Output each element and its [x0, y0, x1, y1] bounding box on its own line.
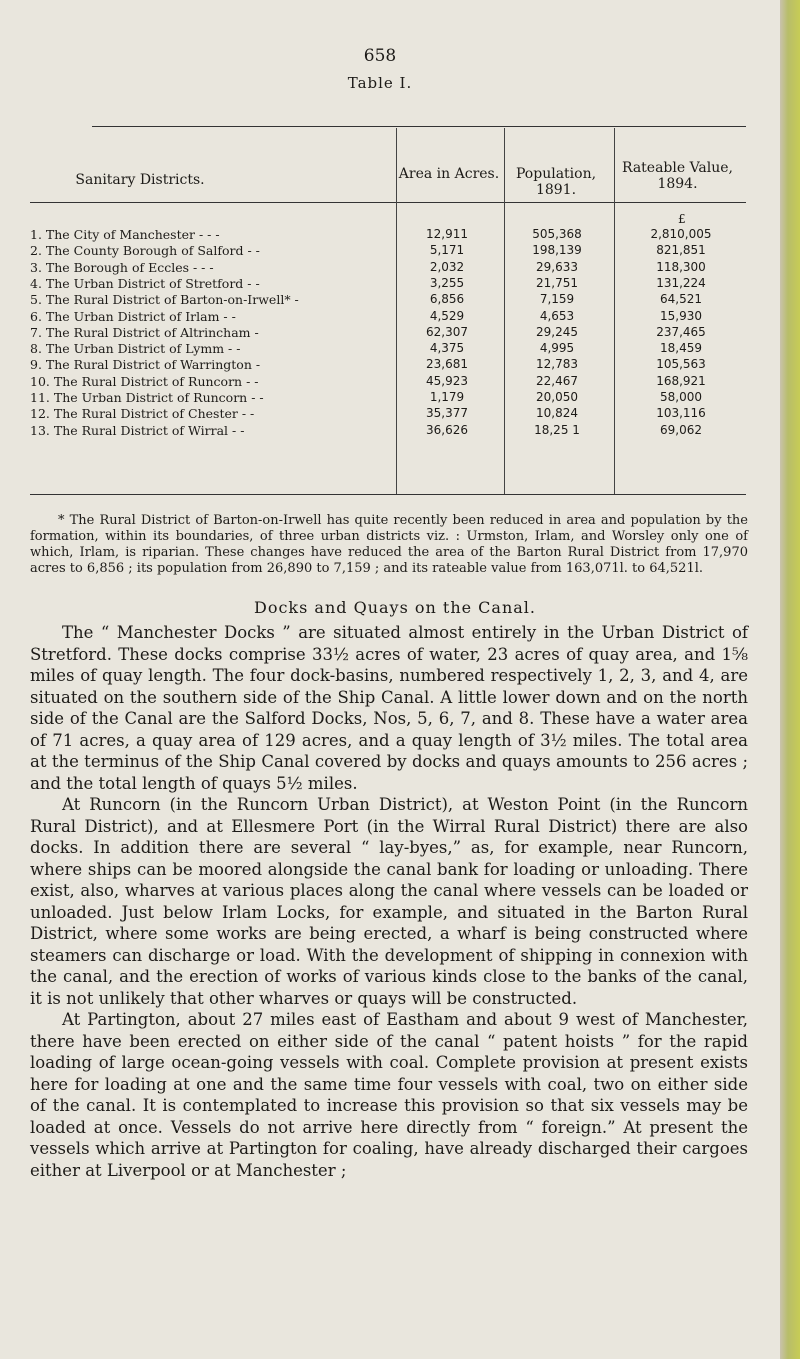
population-value: 12,783 — [536, 357, 578, 372]
district-name: 10. The Rural District of Runcorn - - — [30, 373, 259, 389]
table-row — [30, 292, 746, 307]
district-name: 7. The Rural District of Altrincham - — [30, 324, 259, 340]
rateable-value: 64,521 — [660, 292, 702, 307]
population-value: 20,050 — [536, 390, 578, 404]
table-row — [30, 341, 746, 356]
footnote: * The Rural District of Barton-on-Irwell has quite recently been reduced in area and population by the formation, within its boundaries, of three urban districts viz. : Urmston, Irlam, and Worsley only one of which, Irlam, is riparian. These changes have reduced the area of the Barton Rural District from 17,970 acres to 6,856 ; its population from 26,890 to 7,159 ; and its rateable value from 163,071l. to 64,521l. — [30, 513, 748, 576]
district-name: 6. The Urban District of Irlam - - — [30, 308, 236, 324]
rateable-value: 237,465 — [656, 324, 706, 339]
district-name: 2. The County Borough of Salford - - — [30, 243, 260, 259]
rateable-value: 2,810,005 — [650, 227, 712, 241]
district-name: 4. The Urban District of Stretford - - — [30, 275, 260, 291]
table-header-rule — [30, 202, 746, 203]
population-value: 29,633 — [536, 259, 578, 274]
header-rateable-value: Rateable Value, 1894. — [621, 160, 734, 192]
rateable-value: 58,000 — [660, 390, 702, 404]
header-area: Area in Acres. — [398, 166, 500, 182]
district-name: 13. The Rural District of Wirral - - — [30, 422, 245, 438]
population-value: 18,25 1 — [534, 422, 580, 437]
rateable-value: 168,921 — [656, 373, 706, 388]
district-name: 5. The Rural District of Barton-on-Irwell* - — [30, 292, 299, 308]
paragraph: At Runcorn (in the Runcorn Urban District), at Weston Point (in the Runcorn Rural District), and at Ellesmere Port (in the Wirral Rural District) there are also docks. In addition there are several “ lay-byes,” as, for example, near Runcorn, where ships can be moored alongside the canal bank for loading or unloading. There exist, also, wharves at various places along the canal where vessels can be loaded or unloaded. Just below Irlam Locks, for example, and situated in the Barton Rural District, where some works are being erected, a wharf is being constructed where steamers can discharge or load. With the development of shipping in connexion with the canal, and the erection of works of various kinds close to the banks of the canal, it is not unlikely that other wharves or quays will be constructed. — [30, 795, 748, 1008]
district-name: 3. The Borough of Eccles - - - — [30, 259, 214, 275]
population-value: 21,751 — [536, 275, 578, 290]
table-row — [30, 390, 746, 405]
page-number: 658 — [363, 46, 397, 66]
district-name: 8. The Urban District of Lymm - - — [30, 341, 241, 357]
table-title: Table I. — [347, 74, 413, 92]
header-population: Population, 1891. — [515, 166, 597, 198]
area-value: 1,179 — [429, 390, 465, 404]
population-value: 4,653 — [539, 308, 575, 323]
area-value: 62,307 — [426, 324, 468, 339]
table-row — [30, 309, 746, 324]
paragraph: At Partington, about 27 miles east of Eastham and about 9 west of Manchester, there have been erected on either side of the canal “ patent hoists ” for the rapid loading of large ocean-going vessels with coal. Complete provision at present exists here for loading at one and the same time four vessels with coal, two on either side of the canal. It is contemplated to increase this provision so that six vessels may be loaded at once. Vessels do not arrive here directly from “ foreign.” At present the vessels which arrive at Partington for coaling, have already discharged their cargoes either at Liverpool or at Manchester ; — [30, 1010, 748, 1180]
body-text — [30, 622, 748, 1181]
population-value: 22,467 — [536, 373, 578, 388]
area-value: 45,923 — [426, 373, 468, 388]
sanitary-districts-table — [30, 100, 745, 495]
table-row — [30, 357, 746, 372]
area-value: 3,255 — [429, 275, 465, 290]
table-row — [30, 374, 746, 389]
area-value: 12,911 — [426, 227, 468, 241]
area-value: 6,856 — [429, 292, 465, 307]
rateable-value: 118,300 — [656, 259, 706, 274]
population-value: 505,368 — [532, 227, 582, 241]
district-name: 9. The Rural District of Warrington - — [30, 357, 261, 373]
table-top-rule — [92, 126, 746, 127]
rateable-value: 18,459 — [660, 341, 702, 356]
table-row — [30, 325, 746, 340]
table-row — [30, 227, 746, 242]
currency-symbol: £ — [678, 212, 686, 226]
table-row — [30, 406, 746, 421]
table-row — [30, 243, 746, 258]
area-value: 4,375 — [429, 341, 465, 356]
rateable-value: 15,930 — [660, 308, 702, 323]
paragraph: The “ Manchester Docks ” are situated almost entirely in the Urban District of Stretford. These docks comprise 33½ acres of water, 23 acres of quay area, and 1⅝ miles of quay length. The four dock-basins, numbered respectively 1, 2, 3, and 4, are situated on the southern side of the Ship Canal. A little lower down and on the north side of the Canal are the Salford Docks, Nos, 5, 6, 7, and 8. These have a water area of 71 acres, a quay area of 129 acres, and a quay length of 3½ miles. The total area at the terminus of the Ship Canal covered by docks and quays amounts to 256 acres ; and the total length of quays 5½ miles. — [30, 623, 748, 793]
table-bottom-rule — [30, 494, 746, 495]
area-value: 35,377 — [426, 406, 468, 421]
district-name: 1. The City of Manchester - - - — [30, 227, 220, 242]
population-value: 10,824 — [536, 406, 578, 421]
section-heading: Docks and Quays on the Canal. — [253, 598, 537, 617]
rateable-value: 69,062 — [660, 422, 702, 437]
rateable-value: 131,224 — [656, 275, 706, 290]
area-value: 4,529 — [429, 308, 465, 323]
area-value: 5,171 — [429, 243, 465, 258]
population-value: 198,139 — [532, 243, 582, 258]
area-value: 23,681 — [426, 357, 468, 372]
rateable-value: 105,563 — [656, 357, 706, 372]
district-name: 11. The Urban District of Runcorn - - — [30, 390, 264, 405]
table-row — [30, 260, 746, 275]
population-value: 4,995 — [539, 341, 575, 356]
population-value: 29,245 — [536, 324, 578, 339]
area-value: 36,626 — [426, 422, 468, 437]
table-row — [30, 276, 746, 291]
population-value: 7,159 — [539, 292, 575, 307]
rateable-value: 103,116 — [656, 406, 706, 421]
rateable-value: 821,851 — [656, 243, 706, 258]
district-name: 12. The Rural District of Chester - - — [30, 406, 255, 422]
header-district: Sanitary Districts. — [75, 172, 205, 188]
area-value: 2,032 — [429, 259, 465, 274]
table-row — [30, 423, 746, 438]
page-edge — [780, 0, 800, 1359]
